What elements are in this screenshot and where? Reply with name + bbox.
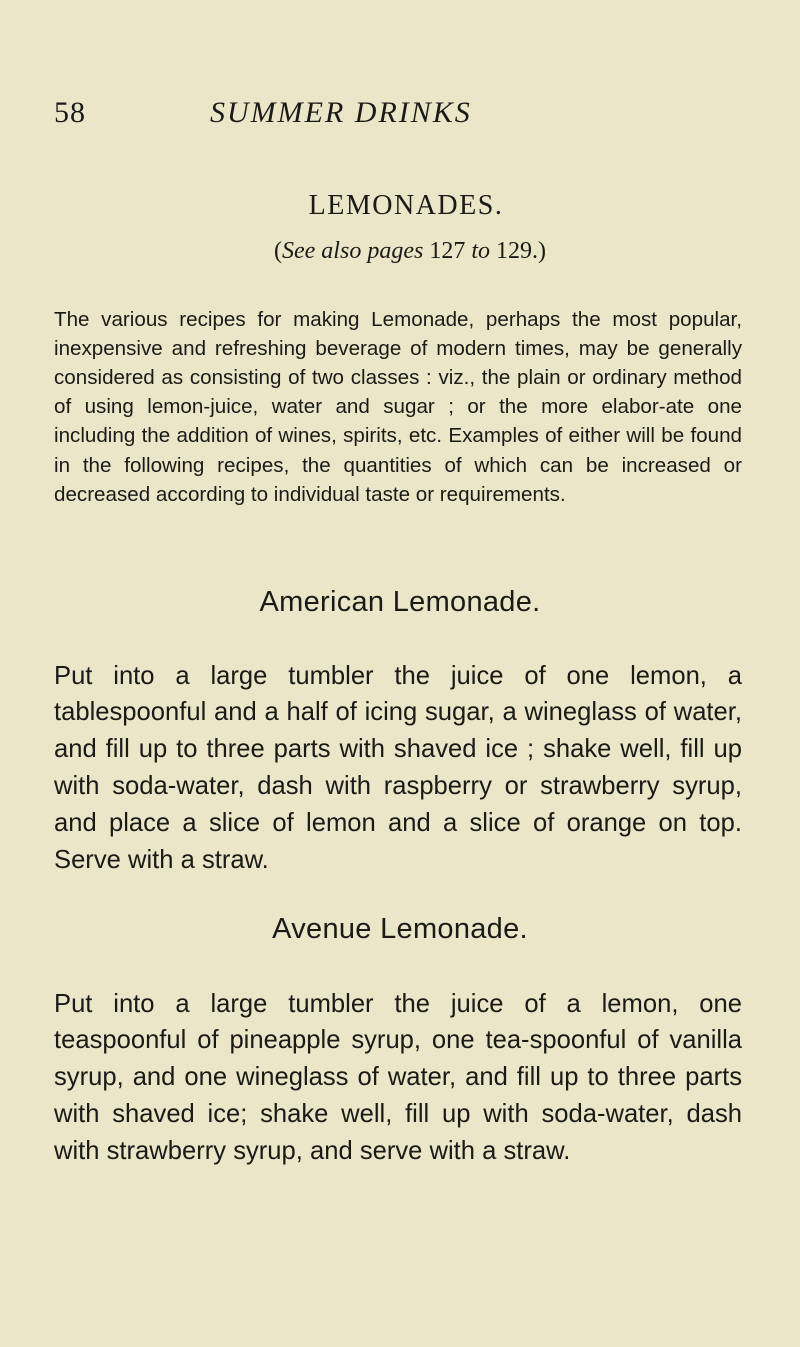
recipe-body-american-lemonade: Put into a large tumbler the juice of one lemon, a tablespoonful and a half of icing sugar, a wineglass of water, and fill up to three parts with shaved ice ; shake well, fill up with soda-water, dash with raspberry or strawberry syrup, and place a slice of lemon and a slice of orange on top. Serve with a straw.: [54, 661, 742, 874]
running-title: SUMMER DRINKS: [210, 96, 472, 129]
cross-ref-open: (: [274, 238, 282, 264]
section-title: LEMONADES.: [308, 190, 504, 221]
cross-reference: [0, 238, 800, 265]
running-head: [54, 96, 744, 136]
page-number: 58: [54, 96, 86, 129]
cross-ref-to: to: [471, 238, 490, 264]
cross-ref-end-page: 129.): [489, 238, 546, 264]
recipe-title-american-lemonade: American Lemonade.: [259, 586, 541, 618]
recipe-body-avenue-lemonade: Put into a large tumbler the juice of a lemon, one teaspoonful of pineapple syrup, one tea-spoonful of vanilla syrup, and one wineglass of water, and fill up to three parts with shaved ice; shake well, fill up with soda-water, dash with strawberry syrup, and serve with a straw.: [54, 989, 742, 1165]
cross-ref-see: See also pages: [282, 238, 424, 264]
recipe-title-avenue-lemonade: Avenue Lemonade.: [272, 913, 528, 945]
cross-ref-start-page: 127: [423, 238, 472, 264]
intro-paragraph: The various recipes for making Lemonade, perhaps the most popular, inexpensive and refreshing beverage of modern times, may be generally considered as consisting of two classes : viz., the plain or ordinary method of using lemon-juice, water and sugar ; or the more elabor-ate one including the addition of wines, spirits, etc. Examples of either will be found in the following recipes, the quantities of which can be increased or decreased according to individual taste or requirements.: [54, 307, 742, 506]
